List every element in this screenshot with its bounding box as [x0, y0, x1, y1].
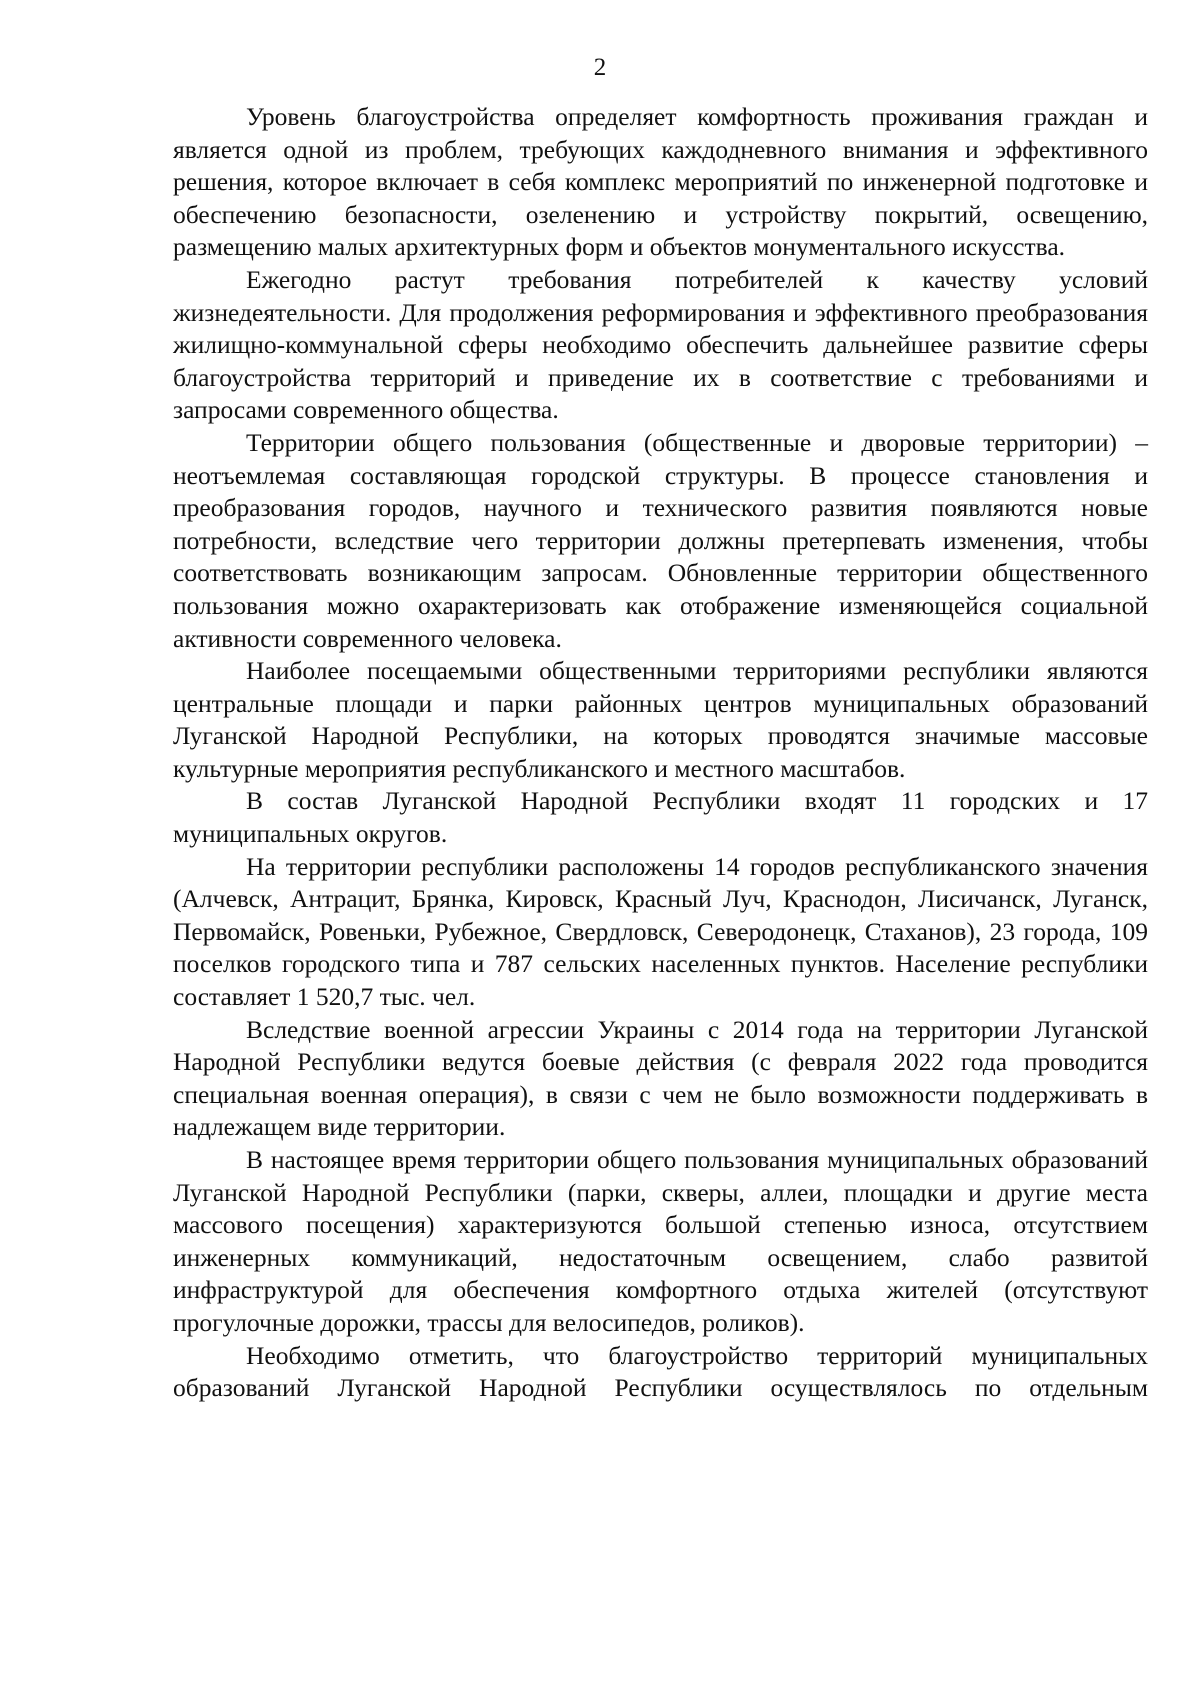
paragraph-note-improvement: Необходимо отметить, что благоустройство территорий муниципальных образований Луганской Народной Республики осуществлялось по отдельным	[173, 1340, 1148, 1403]
paragraph-military-aggression: Вследствие военной агрессии Украины с 2014 года на территории Луганской Народной Республики ведутся боевые действия (с февраля 2022 года проводится специальная военная операция), в связи с чем не было возможности поддерживать в надлежащем виде территории.	[173, 1014, 1148, 1142]
paragraph-public-territories: Территории общего пользования (общественные и дворовые территории) – неотъемлемая составляющая городской структуры. В процессе становления и преобразования городов, научного и технического развития появляются новые потребности, вследствие чего территории должны претерпевать изменения, чтобы соответствовать возникающим запросам. Обновленные территории общественного пользования можно охарактеризовать как отображение изменяющейся социальной активности современного человека.	[173, 427, 1148, 653]
page-number: 2	[593, 54, 607, 81]
paragraph-most-visited: Наиболее посещаемыми общественными территориями республики являются центральные площади и парки районных центров муниципальных образований Луганской Народной Республики, на которых проводятся значимые массовые культурные мероприятия республиканского и местного масштабов.	[173, 656, 1148, 783]
paragraph-republic-composition: В состав Луганской Народной Республики входят 11 городских и 17 муниципальных округов.	[173, 786, 1148, 849]
paragraph-improvement-level: Уровень благоустройства определяет комфортность проживания граждан и является одной из проблем, требующих каждодневного внимания и эффективного решения, которое включает в себя комплекс мероприятий по инженерной подготовке и обеспечению безопасности, озеленению и устройству покрытий, освещению, размещению малых архитектурных форм и объектов монументального искусства.	[173, 102, 1148, 262]
document-body	[173, 101, 1148, 1405]
paragraph-consumer-requirements: Ежегодно растут требования потребителей к качеству условий жизнедеятельности. Для продолжения реформирования и эффективного преобразования жилищно-коммунальной сферы необходимо обеспечить дальнейшее развитие сферы благоустройства территорий и приведение их в соответствие с требованиями и запросами современного общества.	[173, 264, 1148, 425]
paragraph-current-state: В настоящее время территории общего пользования муниципальных образований Луганской Народной Республики (парки, скверы, аллеи, площадки и другие места массового посещения) характеризуются большой степенью износа, отсутствием инженерных коммуникаций, недостаточным освещением, слабо развитой инфраструктурой для обеспечения комфортного отдыха жителей (отсутствуют прогулочные дорожки, трассы для велосипедов, роликов).	[173, 1145, 1148, 1337]
paragraph-cities-population: На территории республики расположены 14 городов республиканского значения (Алчевск, Антрацит, Брянка, Кировск, Красный Луч, Краснодон, Лисичанск, Луганск, Первомайск, Ровеньки, Рубежное, Свердловск, Северодонецк, Стаханов), 23 города, 109 поселков городского типа и 787 сельских населенных пунктов. Население республики составляет 1 520,7 тыс. чел.	[173, 851, 1148, 1012]
